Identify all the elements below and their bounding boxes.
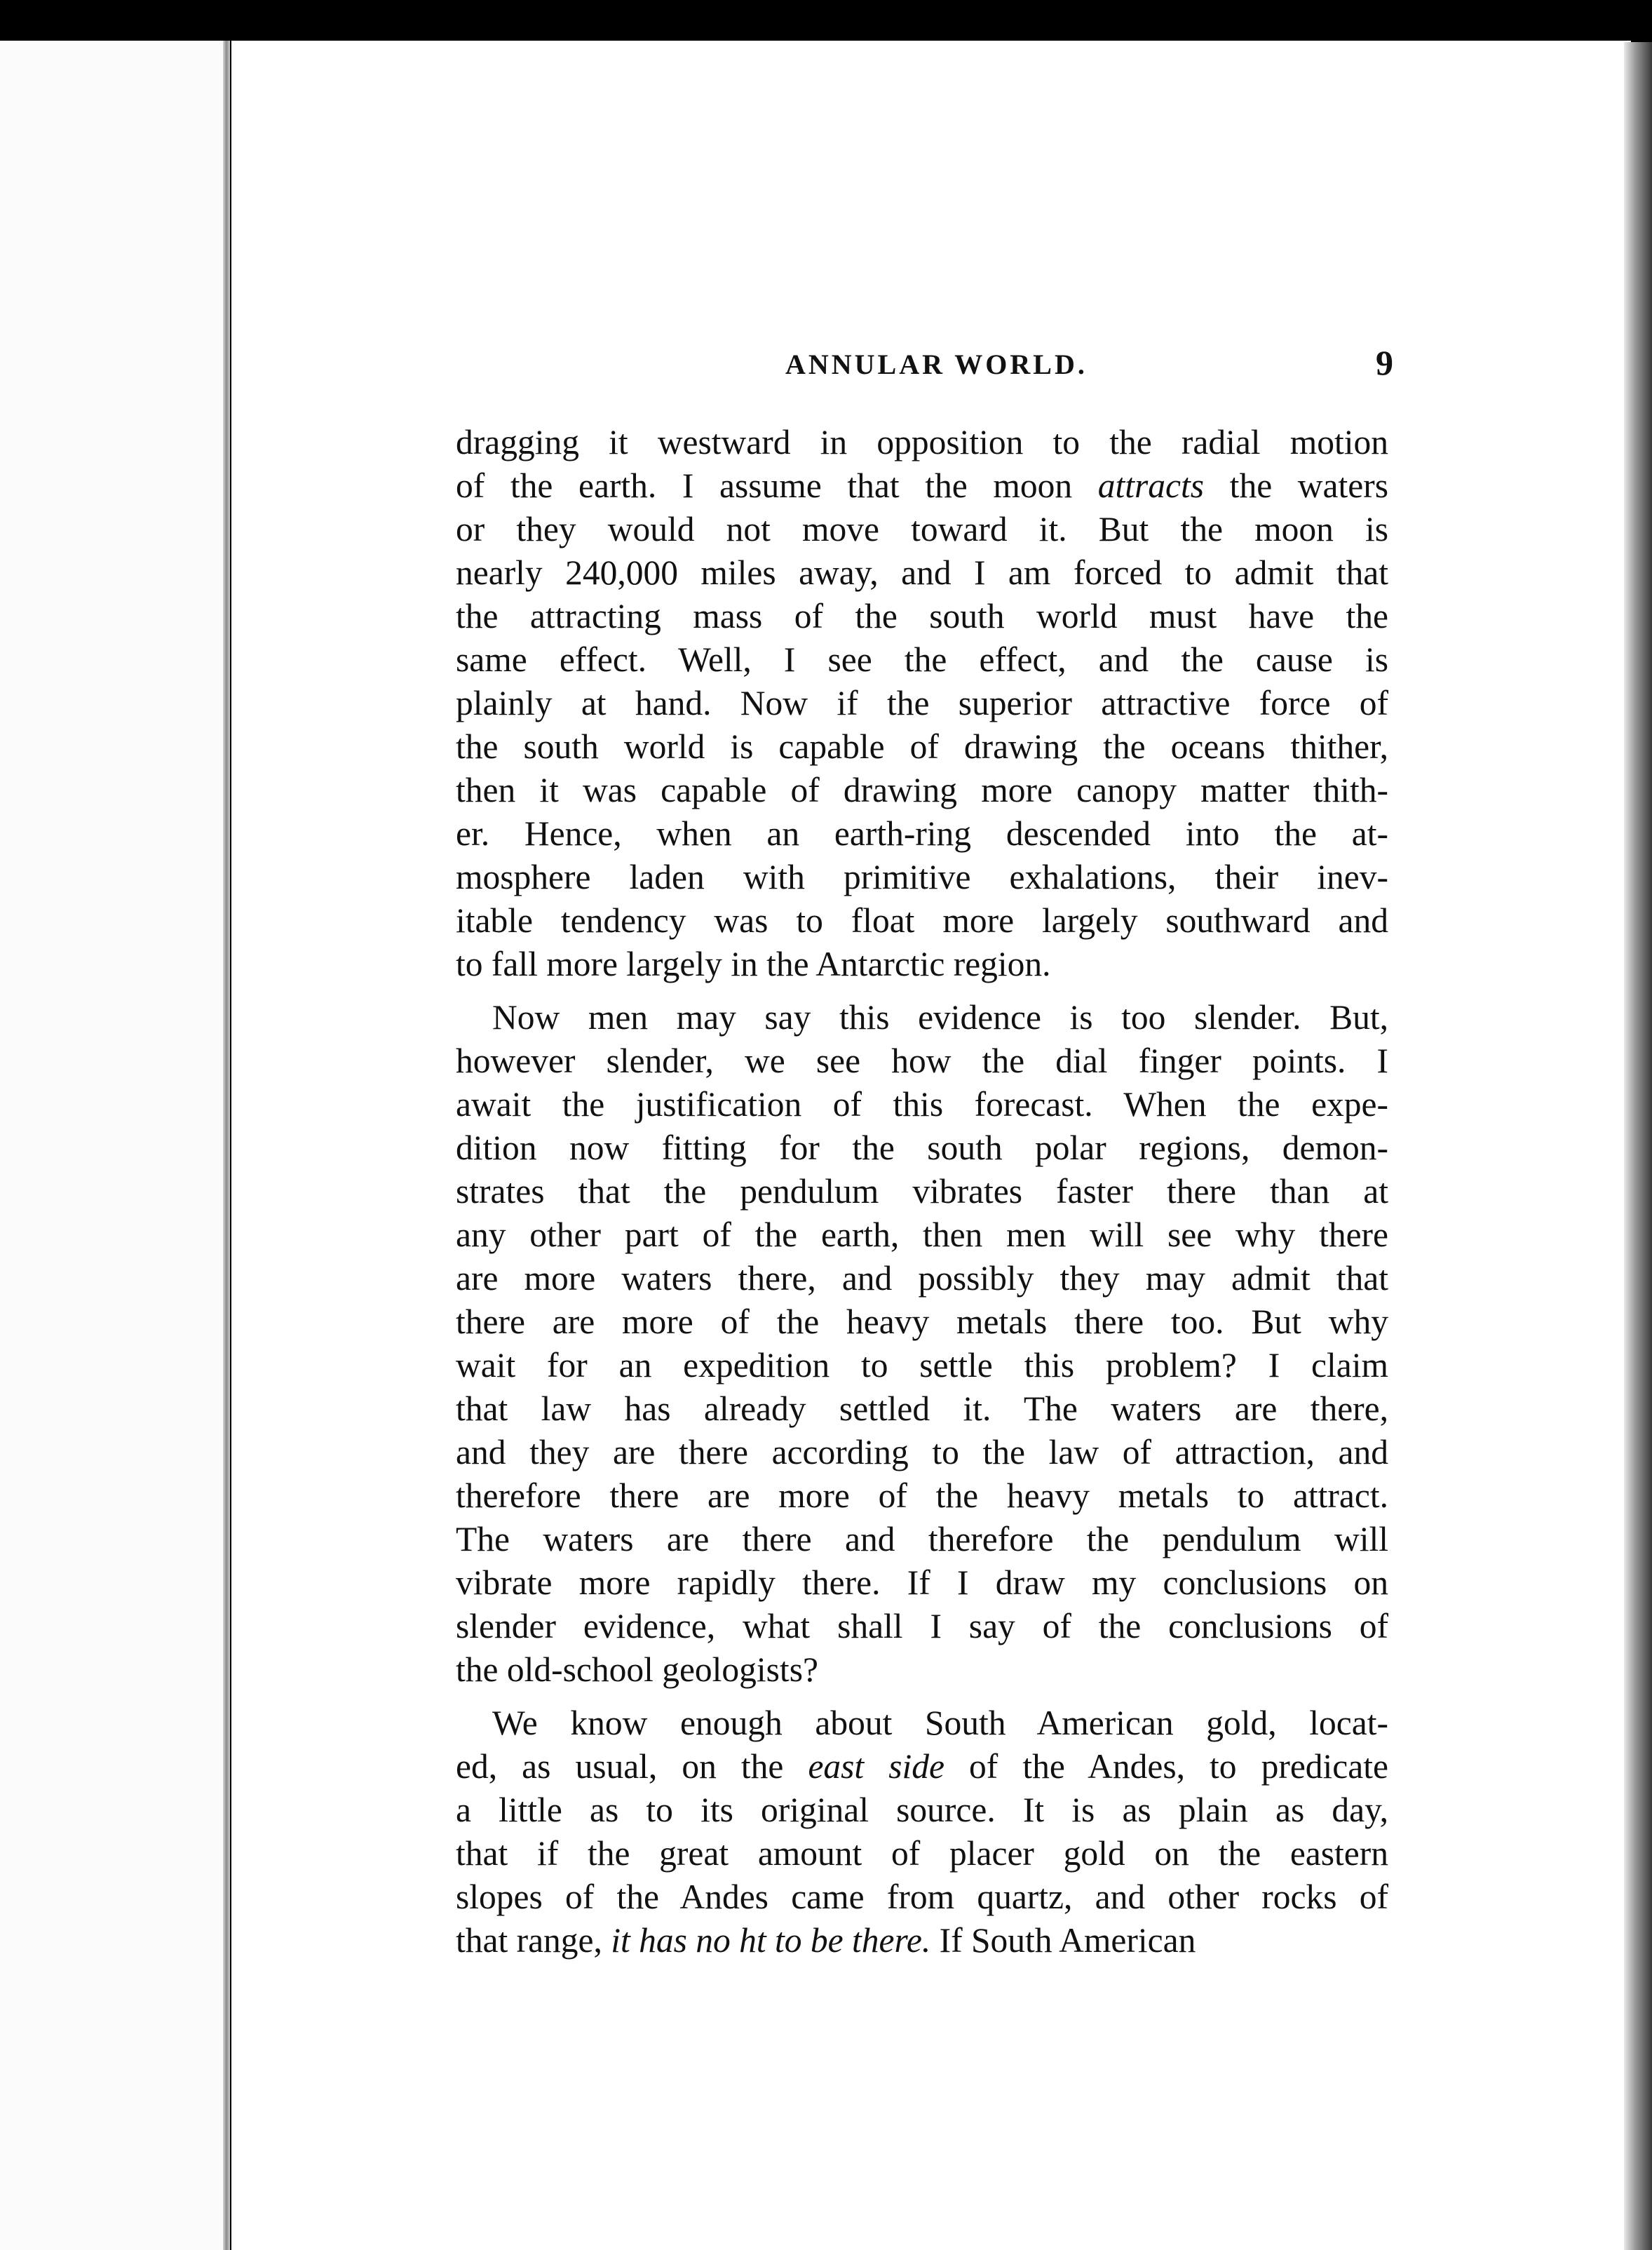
text-span: that range, [456,1921,611,1960]
running-head [231,342,1631,391]
text-line [456,595,1388,638]
text-line [456,638,1388,682]
text-span: await the justification of this forecast. When the expe- [456,1085,1388,1124]
text-span: nearly 240,000 miles away, and I am forced to admit that [456,553,1388,592]
text-line [456,996,1388,1039]
text-line [456,1788,1388,1832]
text-line [456,421,1388,464]
page-number: 9 [1376,343,1393,382]
text-line [456,1702,1388,1745]
text-span: a little as to its original source. It is as plain as day, [456,1791,1388,1829]
text-span: strates that the pendulum vibrates faster there than at [456,1172,1388,1211]
text-line [456,1387,1388,1431]
text-line [456,464,1388,508]
text-span: er. Hence, when an earth-ring descended into the at- [456,814,1388,853]
text-line [456,1474,1388,1518]
text-span: dition now fitting for the south polar regions, demon- [456,1129,1388,1167]
binding-gutter [223,41,230,2250]
text-line [456,943,1388,986]
text-span: dragging it westward in opposition to the radial motion [456,423,1388,462]
text-span: slender evidence, what shall I say of the conclusions of [456,1607,1388,1645]
text-span: are more waters there, and possibly they may admit that [456,1259,1388,1298]
text-line [456,769,1388,812]
text-line [456,1431,1388,1474]
text-span: itable tendency was to float more largely southward and [456,901,1388,940]
text-line [456,508,1388,551]
text-span: to fall more largely in the Antarctic region. [456,945,1051,983]
text-span: and they are there according to the law of attraction, and [456,1433,1388,1471]
text-span: however slender, we see how the dial finger points. I [456,1042,1388,1080]
italic-text: it has no ht to be there. [611,1921,931,1960]
text-line [456,1344,1388,1387]
text-span: therefore there are more of the heavy metals to attract. [456,1476,1388,1515]
text-span: wait for an expedition to settle this problem? I claim [456,1346,1388,1385]
text-line [456,1213,1388,1257]
text-line [456,1039,1388,1083]
text-line [456,1919,1388,1962]
text-span: any other part of the earth, then men will see why there [456,1215,1388,1254]
text-span: of the Andes, to predicate [944,1747,1388,1786]
italic-text: attracts [1097,466,1205,505]
text-line [456,1832,1388,1875]
text-line [456,1300,1388,1344]
paragraph [456,1702,1388,1962]
body-text [456,421,1388,1962]
text-span: there are more of the heavy metals there too. But why [456,1302,1388,1341]
text-line [456,551,1388,595]
text-span: If South American [930,1921,1196,1960]
text-line [456,899,1388,943]
text-span: that law has already settled it. The waters are there, [456,1389,1388,1428]
text-span: slopes of the Andes came from quartz, and other rocks of [456,1878,1388,1916]
facing-page-edge [0,41,227,2250]
text-span: the waters [1204,466,1388,505]
paragraph [456,996,1388,1692]
text-line [456,856,1388,899]
italic-text: east side [808,1747,945,1786]
text-span: that if the great amount of placer gold on the eastern [456,1834,1388,1873]
text-line [456,725,1388,769]
text-line [456,1648,1388,1692]
text-line [456,1170,1388,1213]
text-span: vibrate more rapidly there. If I draw my conclusions on [456,1563,1388,1602]
text-line [456,1518,1388,1561]
text-span: mosphere laden with primitive exhalations, their inev- [456,858,1388,896]
text-span: or they would not move toward it. But the moon is [456,510,1388,548]
paragraph [456,421,1388,986]
text-span: We know enough about South American gold, locat- [492,1704,1388,1742]
text-span: plainly at hand. Now if the superior attractive force of [456,684,1388,722]
paragraph-gap [456,986,1388,996]
text-span: the attracting mass of the south world must have the [456,597,1388,635]
text-line [456,1083,1388,1126]
text-line [456,1126,1388,1170]
text-line [456,1257,1388,1300]
text-line [456,1745,1388,1788]
text-span: same effect. Well, I see the effect, and the cause is [456,640,1388,679]
text-span: then it was capable of drawing more canopy matter thith- [456,771,1388,809]
text-span: Now men may say this evidence is too slender. But, [492,998,1388,1037]
text-span: ed, as usual, on the [456,1747,808,1786]
text-line [456,1875,1388,1919]
text-line [456,682,1388,725]
running-title: ANNULAR WORLD. [785,349,1088,380]
text-line [456,812,1388,856]
text-line [456,1605,1388,1648]
text-span: the old-school geologists? [456,1650,818,1689]
text-span: the south world is capable of drawing the oceans thither, [456,727,1388,766]
paragraph-gap [456,1692,1388,1702]
text-span: The waters are there and therefore the pendulum will [456,1520,1388,1558]
text-line [456,1561,1388,1605]
text-span: of the earth. I assume that the moon [456,466,1098,505]
